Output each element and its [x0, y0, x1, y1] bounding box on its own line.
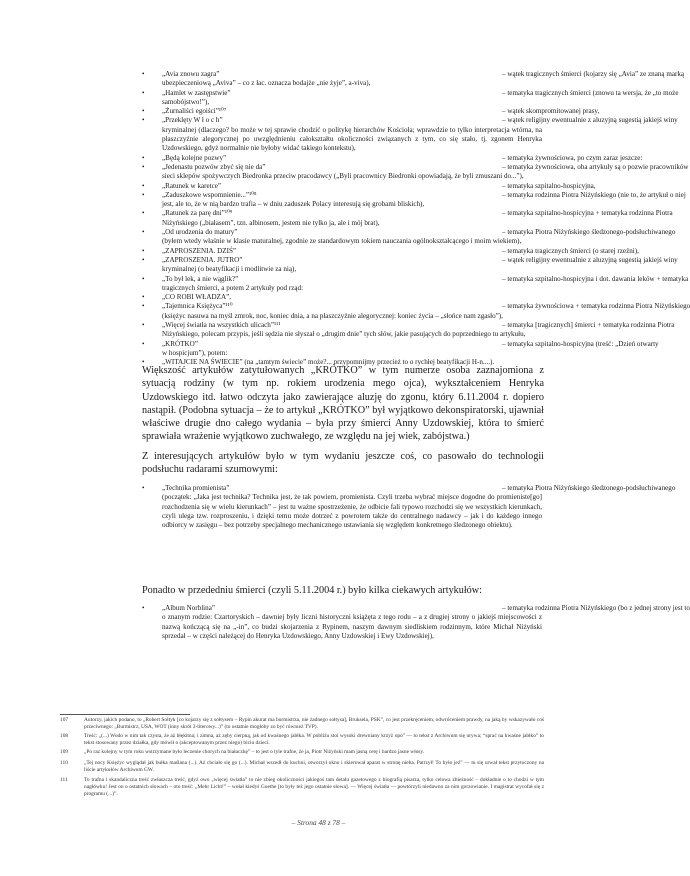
article-title: „Będą kolejne pozwy”	[162, 153, 227, 162]
article-title: „Album Norblina”	[162, 604, 215, 612]
bullet-marker: •	[142, 107, 145, 116]
item-head	[162, 484, 676, 493]
footnote-text: „Tej nocy Księżyc wyglądał jak bułka maślana (...). Aż chciało się go (...). Michał wszedł do kuchni, otworzył okno i skierował aparat w stronę nieba. Patrzył! To było jeź” — tu się urwał tekst przytoczony na liście artykułów Archiwum GW.	[84, 760, 544, 774]
article-topic: – tematyka szpitalno-hospicyjna i dot. dawania leków + tematyka	[502, 274, 689, 283]
bullet-technika	[142, 484, 676, 530]
footnote-number: 110	[60, 760, 68, 766]
paragraph-interesting: Z interesujących artykułów było w tym wydaniu jeszcze coś, co pasowało do technologii podsłuchu radarami szumowymi:	[142, 451, 544, 476]
article-title: „ZAPROSZENIA. DZIŚ”	[162, 246, 237, 255]
item-head	[162, 302, 690, 311]
footnote-text: Autorzy, jakich podano, to „Robert Sołtyk [co kojarzy się z sołtysem – Rypin akurat ma burmistrza, nie żadnego sołtysa], Bruksela, PSK”, co jest przekręceniem, odwróceniem prawdy, na jaką by wskazywało coś przeciwnego: „Burmistrz, USA, WOT (inny skrót 3-literowy...)” (to ostatnie mogłoby zo być również TVP).	[84, 717, 544, 731]
list-item	[142, 228, 676, 247]
bullet-marker: •	[142, 162, 145, 171]
list-item	[142, 116, 678, 153]
article-note: (początek: „Jaka jest technika? Technika jest, że tak powiem, promienista. Czyli trzeba wybrać miejsce dogodne do promieniste[go] rozchodzenia się w wielu kierunkach” – jest tu ważne spostrzeżenie, że odbicie fali typowo rozchodzi się we wszystkich kierunkach, czyli ulega tzw. rozproszeniu, i dzięki temu może dotrzeć z powrotem także do centralnego nadawcy – jak i do każdego innego odbiorcy w zasięgu – bez potrzeby specjalnego mechanicznego ustawiania się względem konkretnego śledzonego obiektu).	[162, 493, 542, 530]
footnote	[60, 717, 544, 731]
article-topic: – tematyka Piotra Niżyńskiego śledzonego-podsłuchiwanego	[502, 484, 676, 492]
article-note: Niżyńskiego, polecam przypis, jeśli sędzia nie słyszał o „drugim dnie” tych słów, jakie pasujących do poprzedniego tu artykułu,	[162, 330, 526, 339]
item-head	[162, 255, 678, 265]
item-head	[162, 321, 675, 330]
article-topic: – tematyka [tragicznych] śmierci + tematyka rodzinna Piotra	[502, 321, 675, 330]
footnote	[60, 760, 544, 774]
item-head	[162, 162, 689, 172]
article-note: kryminalnej (dlaczego? bo może w tej sprawie chodzić o politykę hierarchów Kościoła; wprawdzie to tylko interpretacja wtórna, na płaszczyźnie alegorycznej po uwzględnieniu całokształtu okoliczności związanych z tym, co się stało, tj. zgonem Henryka Uzdowskiego, gdyż normalnie nie byłoby widać takiego kontekstu),	[162, 125, 542, 153]
bullet-marker: •	[142, 246, 145, 255]
item-head	[162, 209, 673, 218]
item-head	[162, 246, 639, 256]
article-topic: – tematyka tragicznych śmierci (znowu ta wersja, że „to może	[502, 88, 679, 97]
list-item	[142, 181, 596, 191]
list-item	[142, 153, 643, 163]
list-item	[142, 293, 542, 302]
list-item	[142, 302, 690, 321]
bullet-marker: •	[142, 302, 145, 311]
article-title: „Od urodzenia do matury”	[162, 228, 238, 237]
list-item	[142, 162, 689, 182]
article-note: ubezpieczeniową „Aviva” – co z łac. oznacza bodajże „nie żyje”, a-viva),	[162, 79, 371, 88]
article-topic: – tematyka szpitalno-hospicyjna (treść: „Dzień otwarty	[502, 339, 659, 348]
footnote-text: To trafna i skandaliczna treść zwłaszcza treść, gdyż owo „więcej światła” to nie zbieg okoliczności jakiegoś tam detalu gazetowego z biografią pisarza, tylko celowa zbieżność – dokładnie o to chodzi w tym nagłówku! Jest on o ostatnich słowach – oto treść: „Mehr Licht!” – wołał kiedyś Goethe [to były też jego ostatnie słowa]. — Więcej światła — powtórzyli niedawno za nim gorzowianie. I magistrat wycofał się z programu (...)”.	[84, 777, 544, 798]
article-topic: – wątek religijny ewentualnie z aluzyjną sugestią jakiejś winy	[502, 116, 678, 125]
article-topic: – tematyka żywnościowa, oba artykuły są o pozwie pracowników	[502, 162, 689, 171]
item-head	[162, 153, 643, 163]
bullet-marker: •	[142, 116, 145, 125]
article-note: samobójstwo!”),	[162, 97, 210, 106]
bullet-marker: •	[142, 209, 145, 218]
article-note: sieci sklepów spożywczych Biedronka przeciw pracodawcy („Byli pracownicy Biedronki opowiadają, że byli zmuszani do...”),	[162, 172, 524, 181]
article-note: jest, ale to, że w nią bardzo trafia – w dniu zaduszek Polacy interesują się grobami bliskich),	[162, 200, 425, 209]
article-title: „ZAPROSZENIA. JUTRO”	[162, 255, 243, 264]
article-note: tragicznych śmierci, a potem 2 artykuły pod rząd:	[162, 283, 304, 292]
bullet-marker: •	[142, 153, 145, 162]
article-note: w hospicjum”), potem:	[162, 348, 228, 357]
article-topic: – wątek skompromitowanej prasy,	[502, 107, 600, 116]
article-topic: – tematyka szpitalno-hospicyjna + tematyka rodzinna Piotra	[502, 209, 673, 218]
footnote-text: „Po raz kolejny w tym roku wstrzymane było leczenie chorych na białaczkę” – to jest o tyle trafne, że ja, Piotr Niżyński mam jasną cerę i bardzo jasne włosy.	[84, 749, 425, 755]
article-title: „Tajemnica Księżyca”¹¹⁰	[162, 302, 233, 311]
bullet-album	[142, 604, 690, 641]
bullet-marker: •	[142, 190, 145, 199]
item-head	[162, 107, 600, 116]
bullet-marker: •	[142, 228, 145, 237]
article-note: Niżyńskiego („białasem”, tzn. albinosem, jestem nie tylko ja, ale i mój brat),	[162, 218, 380, 227]
footnote	[60, 777, 544, 798]
article-title: „Żurnaliści egoiści”¹⁰⁷	[162, 107, 227, 116]
list-item	[142, 604, 690, 641]
article-topic: – tematyka żywnościowa + tematyka rodzinna Piotra Niżyńskiego	[502, 302, 690, 311]
article-title: „Avia znowu zagra”	[162, 70, 220, 78]
footnote-divider	[60, 714, 190, 715]
item-head	[162, 88, 679, 98]
bullet-marker: •	[142, 604, 145, 612]
item-head	[162, 228, 676, 237]
bullet-marker: •	[142, 70, 145, 78]
footnote-number: 109	[60, 749, 69, 755]
article-title: „Przeklęty W ł o c h”	[162, 116, 223, 125]
article-title: „To był lek, a nie wąglik?”	[162, 274, 239, 283]
footnote-number: 108	[60, 733, 69, 739]
article-title: „KRÓTKO”	[162, 339, 198, 348]
bullet-marker: •	[142, 321, 145, 330]
list-item	[142, 107, 600, 116]
bullet-marker: •	[142, 484, 145, 492]
article-title: „Technika promienista”	[162, 484, 230, 492]
article-note: kryminalnej (o beatyfikacji i modlitwie za nią),	[162, 265, 297, 274]
page-number: – Strona 48 z 78 –	[291, 818, 346, 827]
article-title: „Hamlet w zastępstwie”	[162, 88, 231, 97]
paragraph-eve: Ponadto w przededniu śmierci (czyli 5.11.2004 r.) było kilka ciekawych artykułów:	[142, 585, 482, 596]
footnote-number: 111	[60, 777, 68, 783]
list-item	[142, 484, 676, 530]
footnote-number: 107	[60, 717, 69, 723]
article-title: „Więcej światła na wszystkich ulicach”¹¹¹	[162, 321, 281, 330]
bullet-marker: •	[142, 255, 145, 264]
article-list	[142, 70, 690, 368]
article-note: (byłem wtedy właśnie w klasie maturalnej, zgodnie ze standardowym tokiem nauczania ogólnokształcącego i moim wiekiem),	[162, 237, 522, 246]
article-title: „Zaduszkowe wspomnienie...”¹⁰⁸	[162, 190, 257, 199]
article-topic: – tematyka żywnościowa, po czym zaraz jeszcze:	[502, 153, 643, 162]
bullet-marker: •	[142, 358, 145, 367]
list-item	[142, 209, 673, 228]
list-item	[142, 339, 659, 359]
article-title: „Ratunek za parę dni”¹⁰⁹	[162, 209, 233, 218]
footnote	[60, 749, 544, 756]
article-title: „WITAJCIE NA ŚWIECIE” (na „tamtym świecie” może?... przypomnijmy przecież to o rychłej beatyfikacji H-n....).	[162, 358, 495, 367]
article-note: o znanym rodzie: Czartoryskich – dawniej były liczni historyczni książęta z tego rodu – a z drugiej strony o jakiejś miejscowości z nazwą kończącą się na „-in”, co budzi skojarzenia z Rypinem, naszym dawnym siedliskiem rodzinnym, które Michał Niżyński sprzedał – w części należącej do Henryka Uzdowskiego, Anny Uzdowskiej i Ewy Uzdowskiej),	[162, 613, 542, 640]
article-title: „Jedenastu pozwów zbyć się nie da”	[162, 162, 266, 171]
item-head	[162, 604, 690, 613]
article-title: „Ratunek w karetce”	[162, 181, 222, 190]
item-head	[162, 339, 659, 349]
bullet-marker: •	[142, 339, 145, 348]
bullet-marker: •	[142, 274, 145, 283]
article-title: „CO ROBI WŁADZA”,	[162, 293, 232, 302]
list-item	[142, 88, 679, 108]
item-head	[162, 181, 596, 191]
item-head	[162, 190, 686, 200]
article-topic: – tematyka rodzinna Piotra Niżyńskiego (bo z jednej strony jest to	[502, 604, 690, 612]
bullet-marker: •	[142, 181, 145, 190]
footnote-text: Treść: „(...) Wodo w nim tak czysta, że aż błękitna; i zimna, aż zęby cierpną, jak od kwaśnego jabłka. W pobliżu stoi wysoki drewniany krzyż opo” — to tekst z Archiwum się urywa; “sprać na kwaśne jabłko” to tekst stosowany przez działka, gdy mówił o (akceptowanym przez niego) biciu dzieci.	[84, 733, 544, 747]
footnote	[60, 733, 544, 747]
item-head	[162, 274, 689, 284]
list-item	[142, 255, 678, 275]
item-head	[162, 116, 678, 125]
article-topic: – wątek tragicznych śmierci (kojarzy się „Avia” ze znaną marką	[502, 70, 685, 78]
article-topic: – tematyka tragicznych śmierci (o starej rzeźni),	[502, 246, 639, 255]
article-topic: – tematyka Piotra Niżyńskiego śledzonego-podsłuchiwanego	[502, 228, 676, 237]
list-item	[142, 246, 639, 256]
item-head	[162, 293, 542, 302]
bullet-marker: •	[142, 293, 145, 302]
list-item	[142, 321, 675, 340]
item-head	[162, 70, 685, 79]
article-topic: – wątek religijny ewentualnie z aluzyjną sugestią jakiejś winy	[502, 255, 678, 264]
list-item	[142, 190, 686, 210]
list-item	[142, 274, 689, 294]
list-item	[142, 70, 685, 89]
bullet-marker: •	[142, 88, 145, 97]
article-topic: – tematyka rodzinna Piotra Niżyńskiego (nie to, że artykuł o niej	[502, 190, 686, 199]
article-topic: – tematyka szpitalno-hospicyjna,	[502, 181, 596, 190]
paragraph-krotko: Większość artykułów zatytułowanych „KRÓTKO” w tym numerze osoba zaznajomiona z sytuacją rodziny (w tym np. rokiem urodzenia mego ojca), wykształceniem Henryka Uzdowskiego itd. łatwo odczyta jako zawierające aluzję do zgonu, który 6.11.2004 r. dopiero nastąpił. (Podobna sytuacja – że to artykuł „KRÓTKO” był wyjątkowo dekonspiratorski, ujawniał właściwe drugie dno całego wydania – była przy śmierci Anny Uzdowskiej, która to śmierć sprawiała wrażenie wyjątkowo zuchwałego, ze względu na jej wiek, zabójstwa.)	[142, 365, 544, 443]
article-note: (księżyc nasuwa na myśl zmrok, noc, koniec dnia, a na płaszczyźnie alegorycznej: koniec życia – „słońce nam zgasło”),	[162, 311, 503, 320]
